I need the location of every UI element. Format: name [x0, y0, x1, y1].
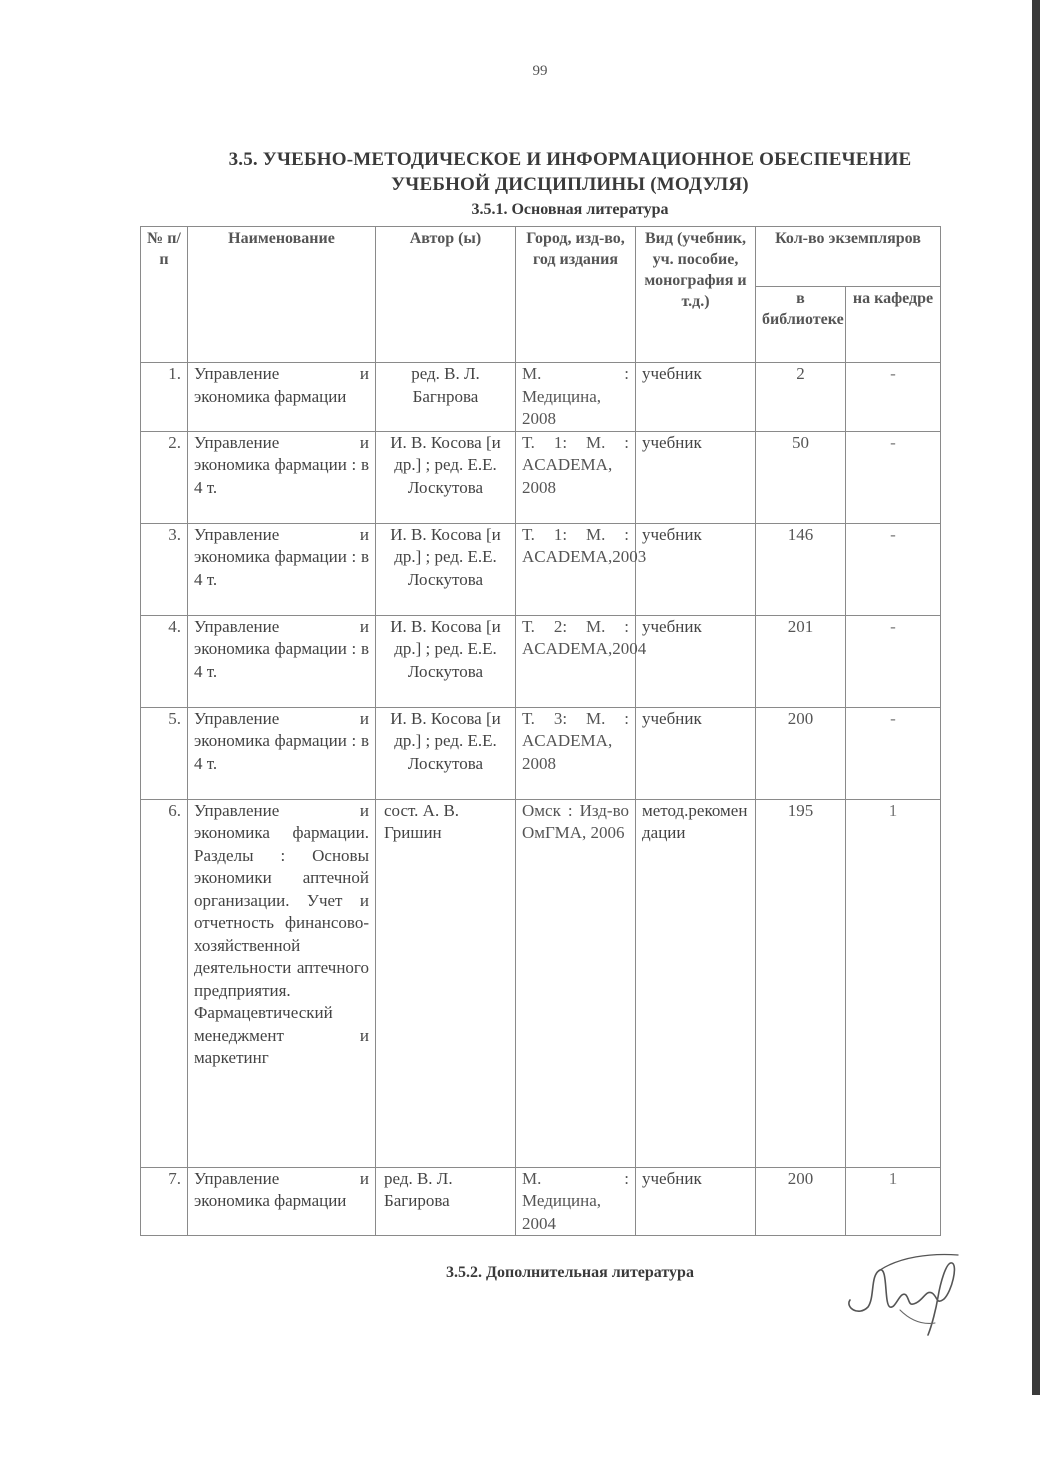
row-department-count: - [846, 523, 941, 615]
header-at-department: на кафедре [846, 287, 941, 363]
row-name: Управление и экономика фармации : в 4 т. [188, 707, 376, 799]
row-num: 3. [141, 523, 188, 615]
row-kind: учебник [636, 431, 756, 523]
section-title-line-2: УЧЕБНОЙ ДИСЦИПЛИНЫ (МОДУЛЯ) [391, 174, 749, 195]
row-city: Т. 1: М. : ACADEMA,2003 [516, 523, 636, 615]
row-name: Управление и экономика фармации. Разделы : Основы экономики аптечной организации. Учет и отчетность финансово-хозяйственной деятельности аптечного предприятия. Фармацевтический менеджмент и маркетинг [188, 799, 376, 1167]
row-city: М. : Медицина, 2004 [516, 1167, 636, 1236]
table-row [141, 523, 941, 615]
table-row [141, 615, 941, 707]
row-num: 6. [141, 799, 188, 1167]
row-author: И. В. Косова [и др.] ; ред. Е.Е. Лоскутова [376, 707, 516, 799]
row-num: 4. [141, 615, 188, 707]
row-kind: учебник [636, 615, 756, 707]
row-num: 2. [141, 431, 188, 523]
row-city: М. : Медицина, 2008 [516, 363, 636, 432]
row-department-count: 1 [846, 799, 941, 1167]
row-library-count: 146 [756, 523, 846, 615]
row-kind: учебник [636, 363, 756, 432]
row-name: Управление и экономика фармации : в 4 т. [188, 523, 376, 615]
row-kind: учебник [636, 523, 756, 615]
handwritten-signature [840, 1245, 975, 1345]
row-name: Управление и экономика фармации [188, 363, 376, 432]
row-department-count: 1 [846, 1167, 941, 1236]
subsection-title: 3.5.1. Основная литература [471, 201, 669, 218]
section-title-line-1: 3.5. УЧЕБНО-МЕТОДИЧЕСКОЕ И ИНФОРМАЦИОННОЕ ОБЕСПЕЧЕНИЕ [228, 149, 912, 170]
row-library-count: 2 [756, 363, 846, 432]
row-name: Управление и экономика фармации : в 4 т. [188, 431, 376, 523]
row-city: Т. 1: М. : ACADEMA, 2008 [516, 431, 636, 523]
page-number: 99 [532, 63, 548, 79]
table-row [141, 707, 941, 799]
table-header-row [141, 227, 941, 287]
table-row [141, 799, 941, 1167]
row-num: 1. [141, 363, 188, 432]
row-library-count: 50 [756, 431, 846, 523]
row-library-count: 200 [756, 1167, 846, 1236]
next-section-title: 3.5.2. Дополнительная литература [446, 1264, 694, 1281]
row-library-count: 200 [756, 707, 846, 799]
row-city: Омск : Изд-во ОмГМА, 2006 [516, 799, 636, 1167]
table-row [141, 431, 941, 523]
table-row [141, 1167, 941, 1236]
table-row [141, 363, 941, 432]
row-author: ред. В. Л. Багнрова [376, 363, 516, 432]
row-library-count: 195 [756, 799, 846, 1167]
row-department-count: - [846, 615, 941, 707]
row-department-count: - [846, 363, 941, 432]
row-city: Т. 2: М. : ACADEMA,2004 [516, 615, 636, 707]
row-kind: учебник [636, 1167, 756, 1236]
row-kind: учебник [636, 707, 756, 799]
header-kind: Вид (учебник, уч. пособие, монография и т.д.) [636, 227, 756, 363]
header-in-library: в библиотеке [756, 287, 846, 363]
row-name: Управление и экономика фармации : в 4 т. [188, 615, 376, 707]
row-author: сост. А. В. Гришин [376, 799, 516, 1167]
header-num: № п/п [141, 227, 188, 363]
section-title [170, 147, 970, 197]
row-author: ред. В. Л. Багирова [376, 1167, 516, 1236]
row-library-count: 201 [756, 615, 846, 707]
header-copies: Кол-во экземпляров [756, 227, 941, 287]
row-num: 5. [141, 707, 188, 799]
header-city: Город, изд-во, год издания [516, 227, 636, 363]
row-num: 7. [141, 1167, 188, 1236]
row-city: Т. 3: М. : ACADEMA, 2008 [516, 707, 636, 799]
header-author: Автор (ы) [376, 227, 516, 363]
row-author: И. В. Косова [и др.] ; ред. Е.Е. Лоскутова [376, 523, 516, 615]
row-author: И. В. Косова [и др.] ; ред. Е.Е. Лоскутова [376, 431, 516, 523]
row-department-count: - [846, 707, 941, 799]
row-name: Управление и экономика фармации [188, 1167, 376, 1236]
row-kind: метод.рекомендации [636, 799, 756, 1167]
row-author: И. В. Косова [и др.] ; ред. Е.Е. Лоскутова [376, 615, 516, 707]
row-department-count: - [846, 431, 941, 523]
main-literature-table [140, 226, 941, 1236]
header-name: Наименование [188, 227, 376, 363]
